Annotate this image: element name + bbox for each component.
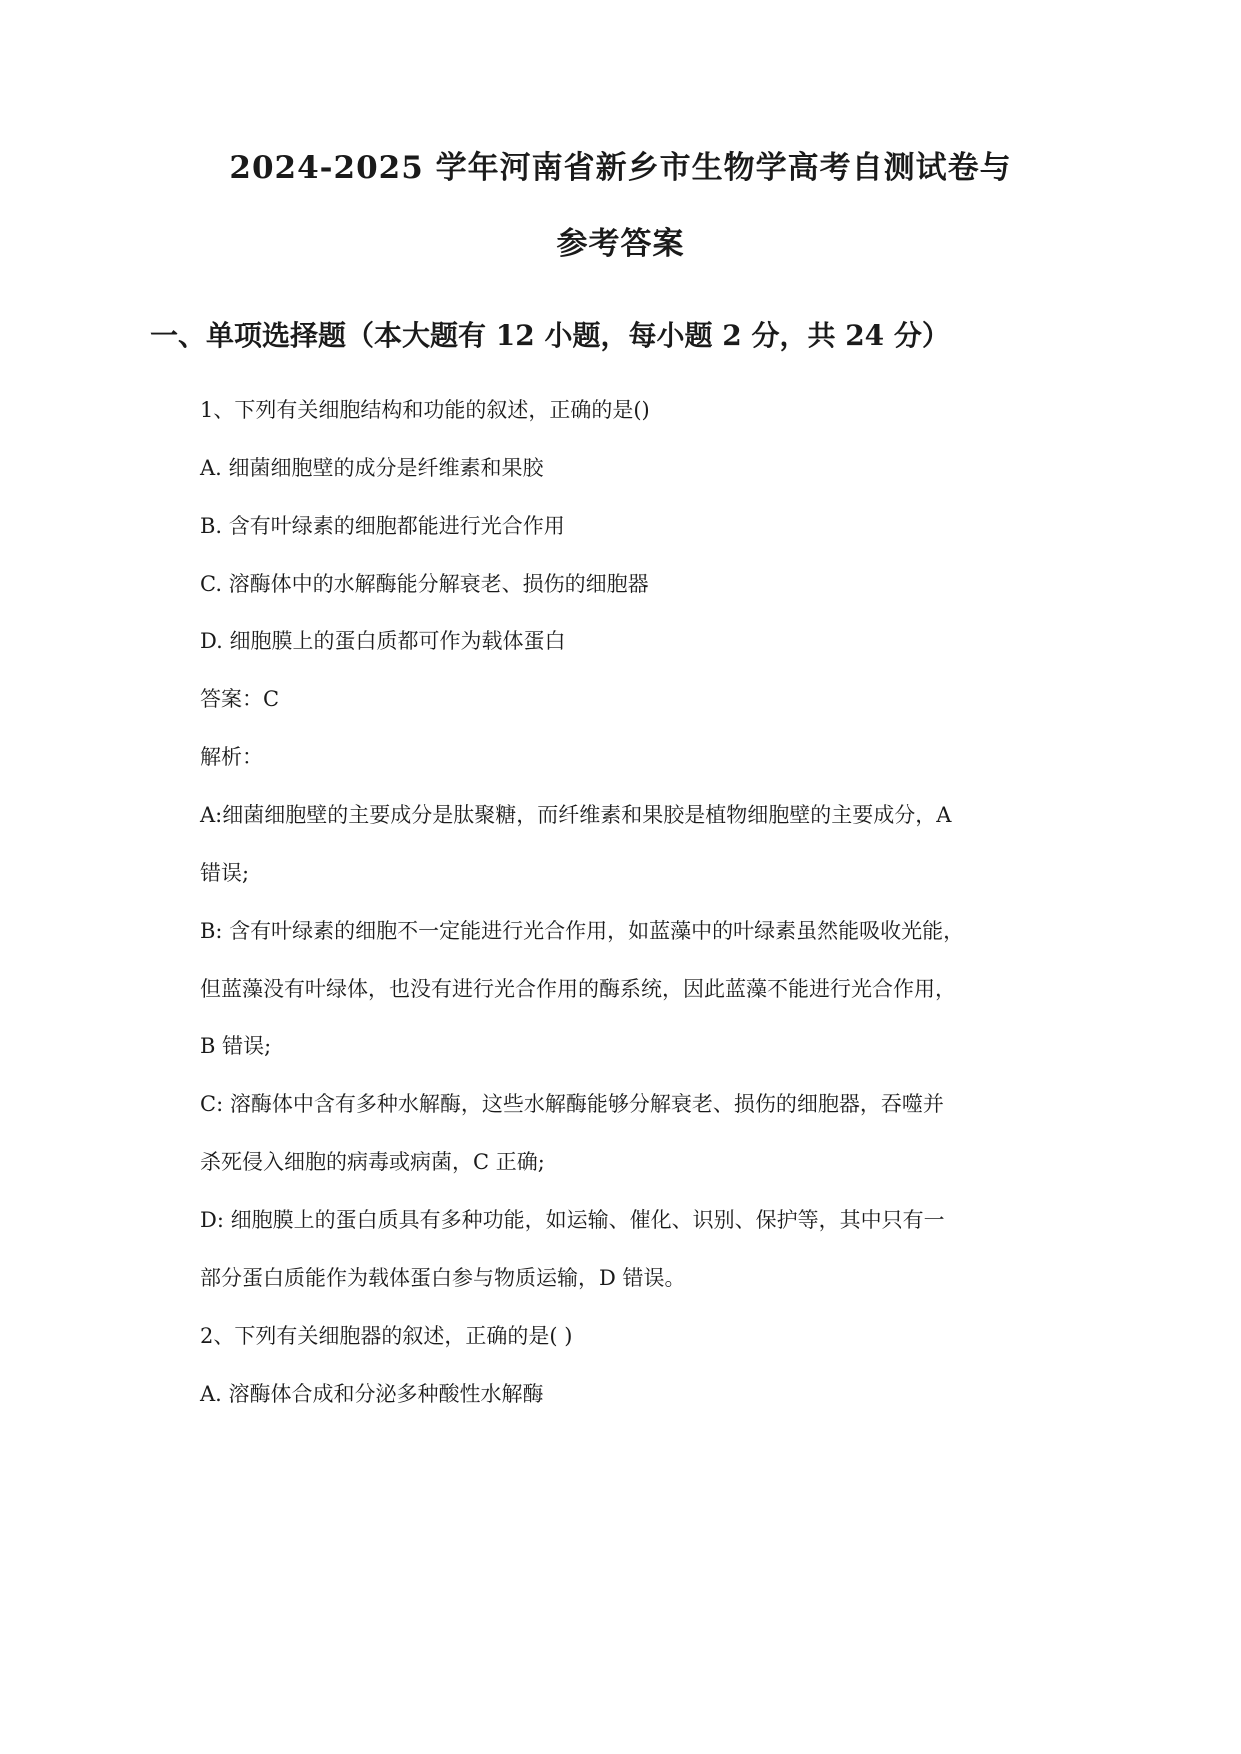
analysis-b-line-3: B 错误; (200, 1034, 272, 1058)
question-1-option-b: B. 含有叶绿素的细胞都能进行光合作用 (200, 514, 565, 538)
analysis-a-line-1: A:细菌细胞壁的主要成分是肽聚糖，而纤维素和果胶是植物细胞壁的主要成分，A (200, 803, 952, 827)
question-1-option-c: C. 溶酶体中的水解酶能分解衰老、损伤的细胞器 (200, 572, 649, 596)
question-1-option-d: D. 细胞膜上的蛋白质都可作为载体蛋白 (200, 629, 566, 653)
question-1-option-a: A. 细菌细胞壁的成分是纤维素和果胶 (200, 456, 544, 480)
analysis-b-line-1: B: 含有叶绿素的细胞不一定能进行光合作用，如蓝藻中的叶绿素虽然能吸收光能， (200, 919, 965, 943)
question-1-answer: 答案：C (200, 687, 280, 711)
question-2-option-a: A. 溶酶体合成和分泌多种酸性水解酶 (200, 1382, 544, 1406)
analysis-c-line-2: 杀死侵入细胞的病毒或病菌，C 正确; (200, 1150, 545, 1174)
question-1-stem: 1、下列有关细胞结构和功能的叙述，正确的是() (200, 398, 650, 422)
analysis-d-line-1: D: 细胞膜上的蛋白质具有多种功能，如运输、催化、识别、保护等，其中只有一 (200, 1208, 945, 1232)
question-1-analysis-label: 解析： (200, 745, 263, 769)
analysis-c-line-1: C: 溶酶体中含有多种水解酶，这些水解酶能够分解衰老、损伤的细胞器，吞噬并 (200, 1092, 944, 1116)
document-title-line-2: 参考答案 (556, 226, 685, 262)
question-2-stem: 2、下列有关细胞器的叙述，正确的是( ) (200, 1324, 573, 1348)
analysis-b-line-2: 但蓝藻没有叶绿体，也没有进行光合作用的酶系统，因此蓝藻不能进行光合作用， (200, 977, 956, 1001)
document-title-line-1: 2024-2025 学年河南省新乡市生物学高考自测试卷与 (229, 150, 1012, 186)
analysis-d-line-2: 部分蛋白质能作为载体蛋白参与物质运输，D 错误。 (200, 1266, 686, 1290)
analysis-a-line-2: 错误; (200, 861, 250, 885)
section-heading: 一、单项选择题（本大题有 12 小题，每小题 2 分，共 24 分） (150, 319, 950, 352)
